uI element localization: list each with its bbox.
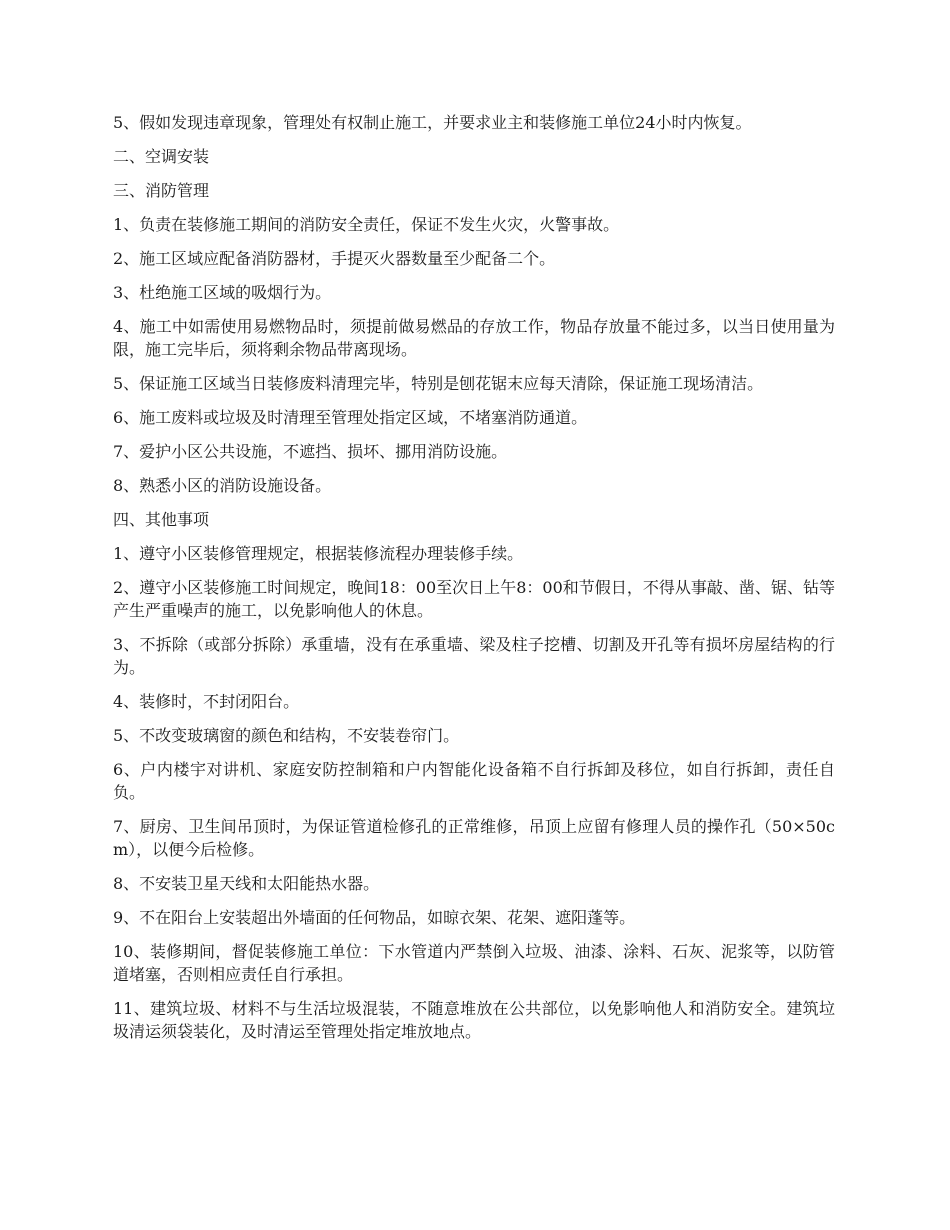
section-heading: 三、消防管理 [113,181,210,200]
document-body [113,111,835,1054]
section-heading: 四、其他事项 [113,510,210,529]
section-heading: 二、空调安装 [113,147,210,166]
paragraph: 1、负责在装修施工期间的消防安全责任，保证不发生火灾，火警事故。 [113,215,620,234]
paragraph: 10、装修期间，督促装修施工单位：下水管道内严禁倒入垃圾、油漆、涂料、石灰、泥浆等，以防管道堵塞，否则相应责任自行承担。 [113,942,835,984]
paragraph: 11、建筑垃圾、材料不与生活垃圾混装，不随意堆放在公共部位，以免影响他人和消防安全。建筑垃圾清运须袋装化，及时清运至管理处指定堆放地点。 [113,999,835,1041]
paragraph: 1、遵守小区装修管理规定，根据装修流程办理装修手续。 [113,544,524,563]
paragraph: 2、遵守小区装修施工时间规定，晚间18：00至次日上午8：00和节假日，不得从事敲、凿、锯、钻等产生严重噪声的施工，以免影响他人的休息。 [113,578,835,620]
paragraph: 6、施工废料或垃圾及时清理至管理处指定区域，不堵塞消防通道。 [113,408,588,427]
paragraph: 7、厨房、卫生间吊顶时，为保证管道检修孔的正常维修，吊顶上应留有修理人员的操作孔（50×50cm），以便今后检修。 [113,817,835,859]
paragraph: 5、保证施工区域当日装修废料清理完毕，特别是刨花锯末应每天清除，保证施工现场清洁。 [113,374,764,393]
paragraph: 7、爱护小区公共设施，不遮挡、损坏、挪用消防设施。 [113,442,508,461]
paragraph: 3、不拆除（或部分拆除）承重墙，没有在承重墙、梁及柱子挖槽、切割及开孔等有损坏房屋结构的行为。 [113,635,835,677]
paragraph: 2、施工区域应配备消防器材，手提灭火器数量至少配备二个。 [113,249,556,268]
paragraph: 9、不在阳台上安装超出外墙面的任何物品，如晾衣架、花架、遮阳蓬等。 [113,908,636,927]
paragraph: 5、假如发现违章现象，管理处有权制止施工，并要求业主和装修施工单位24小时内恢复。 [113,113,752,132]
paragraph: 8、熟悉小区的消防设施设备。 [113,476,332,495]
paragraph: 8、不安装卫星天线和太阳能热水器。 [113,874,380,893]
paragraph: 4、装修时，不封闭阳台。 [113,692,300,711]
paragraph: 6、户内楼宇对讲机、家庭安防控制箱和户内智能化设备箱不自行拆卸及移位，如自行拆卸，责任自负。 [113,760,835,802]
paragraph: 5、不改变玻璃窗的颜色和结构，不安装卷帘门。 [113,726,460,745]
paragraph: 3、杜绝施工区域的吸烟行为。 [113,283,332,302]
paragraph: 4、施工中如需使用易燃物品时，须提前做易燃品的存放工作，物品存放量不能过多，以当日使用量为限，施工完毕后，须将剩余物品带离现场。 [113,317,835,359]
